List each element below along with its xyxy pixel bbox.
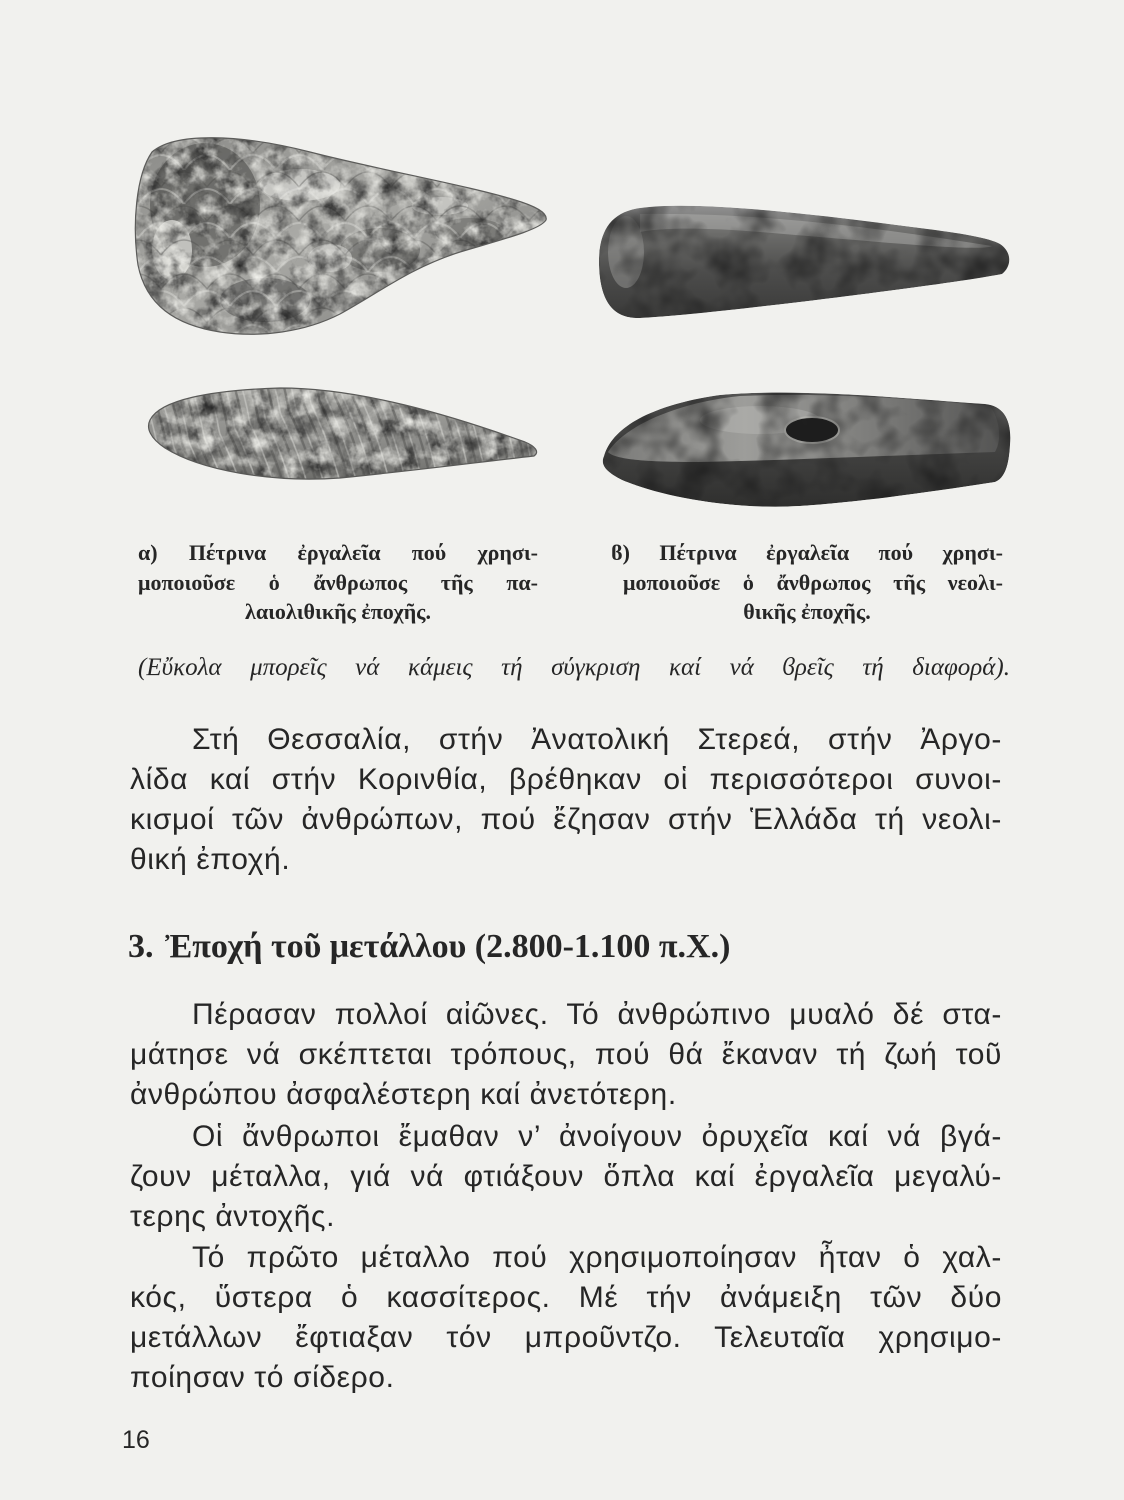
- stone-tools-illustrations: [0, 0, 1124, 530]
- caption-line: ϐ) Πέτρινα ἐργαλεῖα πού χρησι-: [611, 540, 1003, 565]
- text-line: λίδα καί στήν Κορινθία, βρέθηκαν οἱ περισσότεροι συνοι-: [130, 763, 1002, 796]
- caption-line: μοποιοῦσε ὁ ἄνθρωπος τῆς νεολι-: [623, 569, 1003, 595]
- page-number: 16: [122, 1426, 150, 1454]
- section-number: 3.: [128, 928, 154, 965]
- text-line: κισμοί τῶν ἀνθρώπων, πού ἔζησαν στήν Ἑλλάδα τή νεολι-: [130, 803, 1002, 836]
- intro-paragraph: [130, 720, 1002, 880]
- neolithic-polished-axe-image: [595, 195, 1015, 325]
- text-line: κός, ὕστερα ὁ κασσίτερος. Μέ τήν ἀνάμειξη τῶν δύο: [130, 1281, 1002, 1314]
- caption-neolithic-tools: [611, 538, 1003, 627]
- text-line: Στή Θεσσαλία, στήν Ἀνατολική Στερεά, στήν Ἀργο-: [192, 723, 1002, 756]
- text-line: μάτησε νά σκέπτεται τρόπους, πού θά ἔκαναν τή ζωή τοῦ: [130, 1038, 1002, 1071]
- caption-paleolithic-tools: [138, 538, 538, 627]
- comparison-note: (Εὔκολα μπορεῖς νά κάμεις τή σύγκριση καί νά ϐρεῖς τή διαφορά).: [138, 654, 1010, 681]
- caption-line: μοποιοῦσε ὁ ἄνθρωπος τῆς πα-: [138, 569, 538, 595]
- text-line: ζουν μέταλλα, γιά νά φτιάξουν ὅπλα καί ἐργαλεῖα μεγαλύ-: [130, 1160, 1002, 1193]
- text-line: Πέρασαν πολλοί αἰῶνες. Τό ἀνθρώπινο μυαλό δέ στα-: [192, 998, 1002, 1031]
- neolithic-perforated-axe-image: [598, 385, 1016, 515]
- text-line: Τό πρῶτο μέταλλο πού χρησιμοποίησαν ἦταν ὁ χαλ-: [192, 1241, 1002, 1274]
- section-paragraph-1: [130, 995, 1002, 1115]
- text-line: τερης ἀντοχῆς.: [130, 1200, 336, 1233]
- caption-line: λαιολιθικῆς ἐποχῆς.: [245, 599, 431, 624]
- caption-line: α) Πέτρινα ἐργαλεῖα πού χρησι-: [138, 540, 538, 565]
- paleolithic-handaxe-image: [130, 125, 555, 345]
- caption-line: θικῆς ἐποχῆς.: [743, 599, 871, 624]
- section-paragraph-2: [130, 1117, 1002, 1237]
- paleolithic-leaf-blade-image: [140, 380, 545, 490]
- text-line: ἀνθρώπου ἀσφαλέστερη καί ἀνετότερη.: [130, 1078, 677, 1111]
- text-line: ποίησαν τό σίδερο.: [130, 1361, 395, 1394]
- text-line: μετάλλων ἔφτιαξαν τόν μπροῦντζο. Τελευταῖα χρησιμο-: [130, 1321, 1002, 1354]
- section-title: Ἐποχή τοῦ μετάλλου (2.800-1.100 π.Χ.): [165, 928, 731, 965]
- text-line: Οἱ ἄνθρωποι ἔμαθαν ν’ ἀνοίγουν ὀρυχεῖα καί νά βγά-: [192, 1120, 1002, 1153]
- text-line: θική ἐποχή.: [130, 843, 291, 876]
- section-paragraph-3: [130, 1238, 1002, 1398]
- section-heading: [128, 925, 928, 969]
